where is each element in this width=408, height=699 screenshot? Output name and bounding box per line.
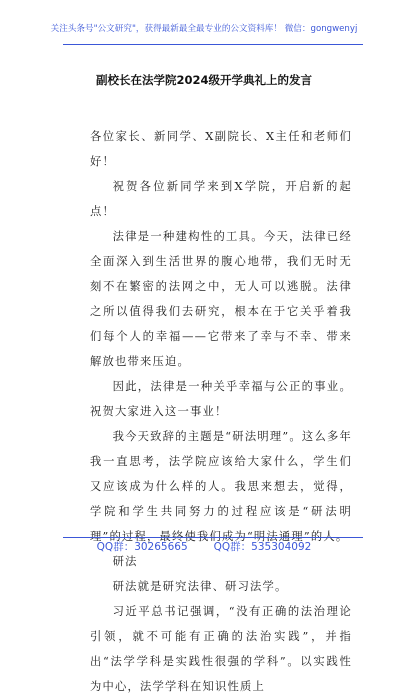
- footer-qq-group-1: QQ群：30265665: [96, 541, 188, 553]
- footer: [0, 539, 408, 554]
- paragraph: 我今天致辞的主题是“研法明理”。这么多年我一直思考，法学院应该给大家什么，学生们又应该成为什么样的人。我思来想去，觉得，学院和学生共同努力的过程应该是“研法明理”的过程，最终使我们成为“明法通理”的人。: [90, 430, 352, 543]
- paragraph: 祝贺各位新同学来到X学院，开启新的起点！: [90, 180, 352, 218]
- header-divider: [63, 44, 363, 45]
- paragraph: 研法就是研究法律、研习法学。: [112, 580, 288, 593]
- header-banner: [0, 0, 408, 44]
- paragraph: 习近平总书记强调，“没有正确的法治理论引领，就不可能有正确的法治实践”，并指出“法学学科是实践性很强的学科”。以实践性为中心，法学学科在知识性质上: [90, 605, 352, 693]
- footer-divider: [63, 537, 363, 538]
- section-heading: 研法: [112, 555, 138, 568]
- document-body: [90, 124, 352, 699]
- paragraph-greeting: 各位家长、新同学、X副院长、X主任和老师们好！: [90, 130, 352, 168]
- document-title: 副校长在法学院2024级开学典礼上的发言: [95, 73, 312, 87]
- paragraph: 法律是一种建构性的工具。今天，法律已经全面深入到生活世界的腹心地带，我们无时无刻不在繁密的法网之中，无人可以逃脱。法律之所以值得我们去研究，根本在于它关乎着我们每个人的幸福——它带来了幸与不幸、带来解放也带来压迫。: [90, 230, 352, 368]
- paragraph: 因此，法律是一种关乎幸福与公正的事业。祝贺大家进入这一事业！: [90, 380, 352, 418]
- header-banner-text: 关注头条号"公文研究"，获得最新最全最专业的公文资料库！ 微信：gongwenyj: [50, 24, 358, 34]
- footer-qq-group-2: QQ群：535304092: [213, 541, 312, 553]
